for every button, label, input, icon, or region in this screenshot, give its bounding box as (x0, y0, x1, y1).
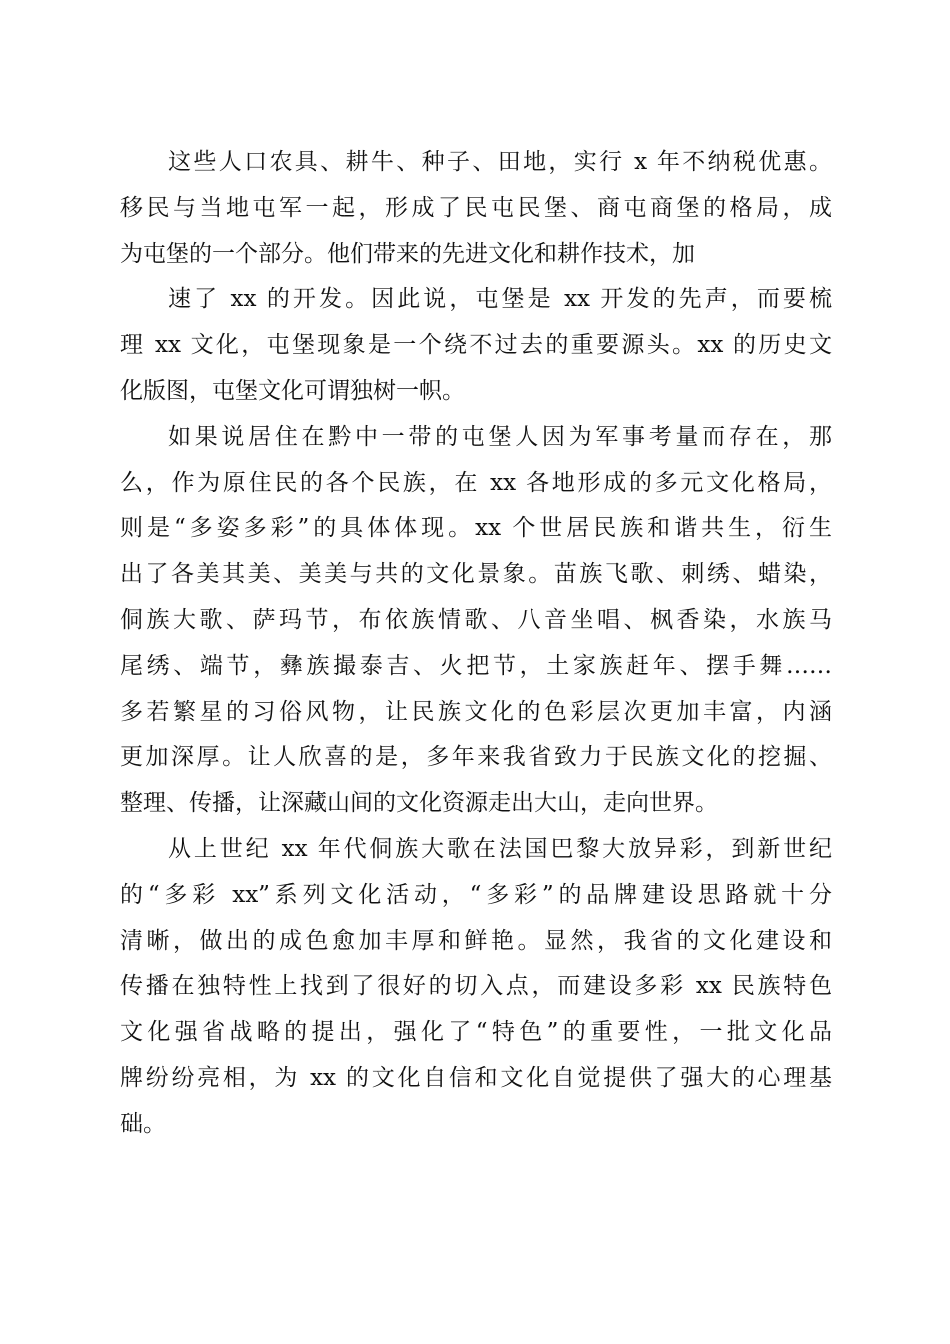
text-line: 从上世纪 xx 年代侗族大歌在法国巴黎大放异彩，到新世纪 (168, 835, 832, 862)
text-line: 的“多彩 xx”系列文化活动，“多彩”的品牌建设思路就十分 (120, 881, 832, 908)
text-line: 出了各美其美、美美与共的文化景象。苗族飞歌、刺绣、蜡染， (120, 561, 832, 588)
text-line: 速了 xx 的开发。因此说，屯堡是 xx 开发的先声，而要梳 (168, 286, 832, 313)
text-line: 这些人口农具、耕牛、种子、田地，实行 x 年不纳税优惠。 (168, 149, 832, 175)
text-line: 侗族大歌、萨玛节，布依族情歌、八音坐唱、枫香染，水族马 (120, 606, 832, 633)
text-line: 牌纷纷亮相，为 xx 的文化自信和文化自觉提供了强大的心理基 (120, 1064, 832, 1091)
text-line: 更加深厚。让人欣喜的是，多年来我省致力于民族文化的挖掘、 (120, 744, 832, 771)
text-line: 文化强省战略的提出，强化了“特色”的重要性，一批文化品 (120, 1019, 832, 1046)
text-line: 如果说居住在黔中一带的屯堡人因为军事考量而存在，那 (168, 423, 832, 450)
text-line: 尾绣、端节，彝族撮泰吉、火把节，土家族赶年、摆手舞…… (120, 652, 832, 679)
text-line: 化版图，屯堡文化可谓独树一帜。 (120, 377, 465, 404)
body-text (120, 140, 832, 1148)
text-line: 为屯堡的一个部分。他们带来的先进文化和耕作技术，加 (120, 240, 695, 267)
text-line: 整理、传播，让深藏山间的文化资源走出大山，走向世界。 (120, 790, 718, 817)
text-line: 移民与当地屯军一起，形成了民屯民堡、商屯商堡的格局，成 (120, 194, 832, 221)
text-line: 多若繁星的习俗风物，让民族文化的色彩层次更加丰富，内涵 (120, 698, 832, 725)
text-line: 清晰，做出的成色愈加丰厚和鲜艳。显然，我省的文化建设和 (120, 927, 832, 954)
text-line: 则是“多姿多彩”的具体体现。xx 个世居民族和谐共生，衍生 (120, 515, 832, 542)
text-line: 么，作为原住民的各个民族，在 xx 各地形成的多元文化格局， (120, 469, 832, 496)
text-line: 理 xx 文化，屯堡现象是一个绕不过去的重要源头。xx 的历史文 (120, 332, 832, 359)
text-line: 础。 (120, 1110, 166, 1137)
text-line: 传播在独特性上找到了很好的切入点，而建设多彩 xx 民族特色 (120, 973, 832, 1000)
